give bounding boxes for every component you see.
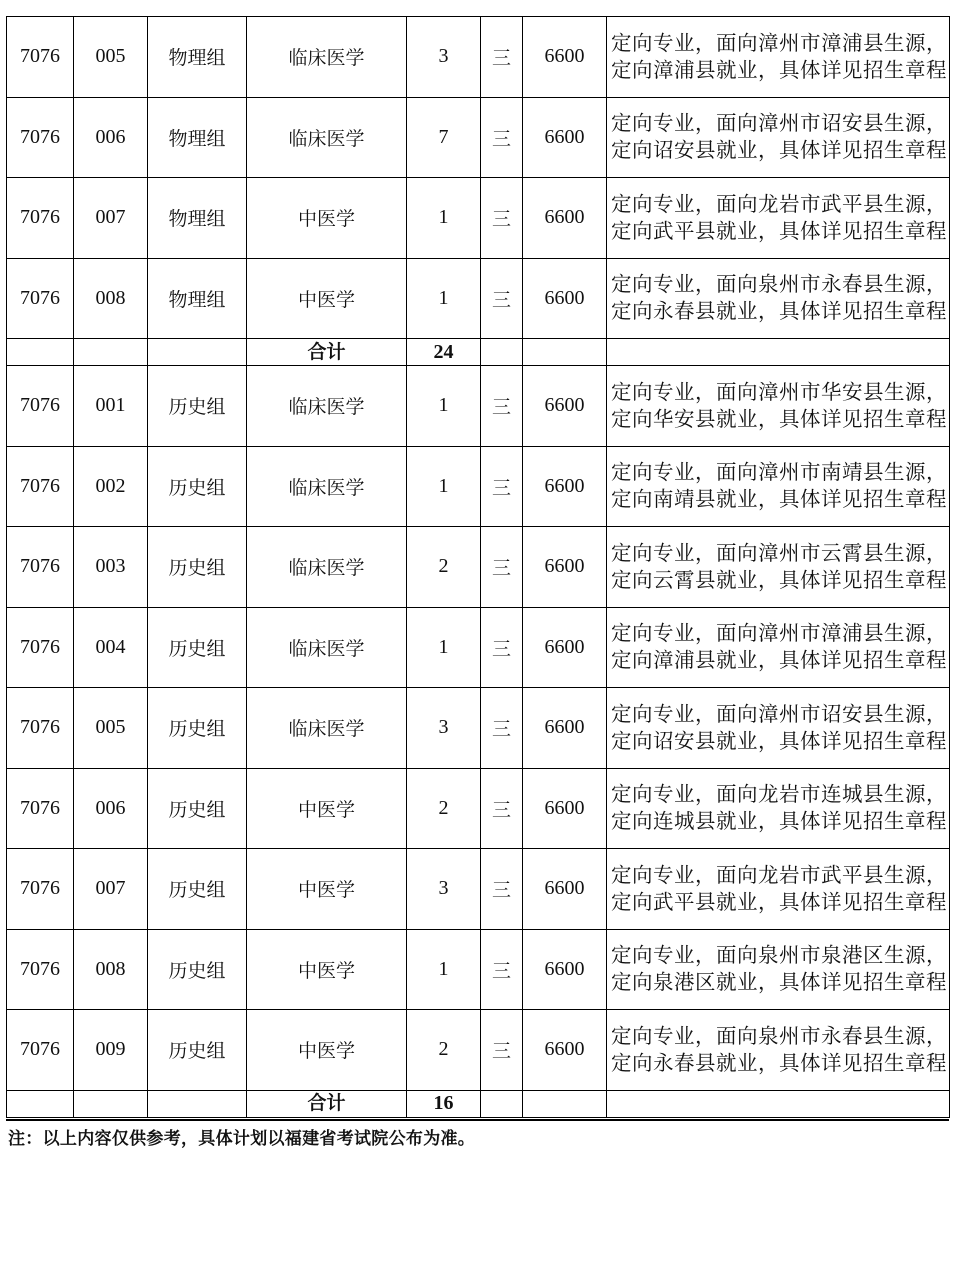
school-code-cell: 7076 [7,178,74,259]
empty-cell [523,1090,607,1117]
major-number-cell: 003 [74,527,148,608]
remarks-cell: 定向专业，面向漳州市诏安县生源，定向诏安县就业，具体详见招生章程 [607,688,950,769]
tuition-fee-cell: 6600 [523,258,607,339]
table-row [7,929,950,1010]
tuition-level-cell: 三 [481,768,523,849]
remarks-cell: 定向专业，面向漳州市云霄县生源，定向云霄县就业，具体详见招生章程 [607,527,950,608]
plan-count-cell: 1 [407,178,481,259]
subtotal-label: 合计 [247,1090,407,1117]
tuition-fee-cell: 6600 [523,178,607,259]
major-number-cell: 007 [74,849,148,930]
tuition-level-cell: 三 [481,446,523,527]
subject-group-cell: 物理组 [148,17,247,98]
empty-cell [481,1090,523,1117]
tuition-fee-cell: 6600 [523,929,607,1010]
major-name-cell: 中医学 [247,849,407,930]
major-name-cell: 临床医学 [247,17,407,98]
tuition-fee-cell: 6600 [523,688,607,769]
table-row [7,17,950,98]
tuition-level-cell: 三 [481,1010,523,1091]
table-row [7,527,950,608]
subtotal-value: 24 [407,339,481,366]
plan-count-cell: 7 [407,97,481,178]
subject-group-cell: 历史组 [148,527,247,608]
major-number-cell: 005 [74,17,148,98]
table-body [7,17,950,1118]
remarks-cell: 定向专业，面向龙岩市武平县生源，定向武平县就业，具体详见招生章程 [607,849,950,930]
plan-count-cell: 3 [407,849,481,930]
plan-count-cell: 1 [407,446,481,527]
major-name-cell: 临床医学 [247,527,407,608]
subtotal-row [7,339,950,366]
major-number-cell: 002 [74,446,148,527]
empty-cell [74,1090,148,1117]
major-number-cell: 006 [74,97,148,178]
empty-cell [148,1090,247,1117]
tuition-fee-cell: 6600 [523,849,607,930]
school-code-cell: 7076 [7,366,74,447]
table-row [7,366,950,447]
tuition-level-cell: 三 [481,527,523,608]
school-code-cell: 7076 [7,929,74,1010]
table-row [7,849,950,930]
major-name-cell: 临床医学 [247,446,407,527]
tuition-level-cell: 三 [481,17,523,98]
empty-cell [7,1090,74,1117]
enrollment-plan-table [6,16,950,1118]
tuition-level-cell: 三 [481,929,523,1010]
school-code-cell: 7076 [7,688,74,769]
subject-group-cell: 历史组 [148,688,247,769]
plan-count-cell: 2 [407,768,481,849]
table-bottom-rule [6,1119,949,1121]
remarks-cell: 定向专业，面向泉州市永春县生源，定向永春县就业，具体详见招生章程 [607,258,950,339]
major-name-cell: 临床医学 [247,688,407,769]
school-code-cell: 7076 [7,446,74,527]
plan-count-cell: 1 [407,258,481,339]
subtotal-label: 合计 [247,339,407,366]
empty-cell [607,339,950,366]
table-row [7,446,950,527]
empty-cell [148,339,247,366]
major-name-cell: 中医学 [247,178,407,259]
tuition-fee-cell: 6600 [523,446,607,527]
subject-group-cell: 物理组 [148,178,247,259]
tuition-level-cell: 三 [481,97,523,178]
subject-group-cell: 历史组 [148,366,247,447]
school-code-cell: 7076 [7,849,74,930]
table-row [7,768,950,849]
school-code-cell: 7076 [7,258,74,339]
school-code-cell: 7076 [7,97,74,178]
tuition-level-cell: 三 [481,178,523,259]
remarks-cell: 定向专业，面向龙岩市连城县生源，定向连城县就业，具体详见招生章程 [607,768,950,849]
plan-count-cell: 1 [407,929,481,1010]
plan-count-cell: 1 [407,366,481,447]
major-number-cell: 004 [74,607,148,688]
table-row [7,688,950,769]
tuition-fee-cell: 6600 [523,527,607,608]
tuition-fee-cell: 6600 [523,366,607,447]
plan-count-cell: 1 [407,607,481,688]
subject-group-cell: 物理组 [148,258,247,339]
major-number-cell: 007 [74,178,148,259]
major-number-cell: 001 [74,366,148,447]
empty-cell [607,1090,950,1117]
footnote: 注：以上内容仅供参考，具体计划以福建省考试院公布为准。 [8,1129,476,1149]
tuition-fee-cell: 6600 [523,1010,607,1091]
plan-count-cell: 3 [407,688,481,769]
subject-group-cell: 历史组 [148,929,247,1010]
major-number-cell: 005 [74,688,148,769]
subject-group-cell: 物理组 [148,97,247,178]
tuition-level-cell: 三 [481,688,523,769]
remarks-cell: 定向专业，面向漳州市漳浦县生源，定向漳浦县就业，具体详见招生章程 [607,17,950,98]
major-name-cell: 中医学 [247,258,407,339]
tuition-fee-cell: 6600 [523,17,607,98]
major-name-cell: 中医学 [247,1010,407,1091]
table-row [7,607,950,688]
tuition-fee-cell: 6600 [523,97,607,178]
remarks-cell: 定向专业，面向漳州市华安县生源，定向华安县就业，具体详见招生章程 [607,366,950,447]
remarks-cell: 定向专业，面向漳州市诏安县生源，定向诏安县就业，具体详见招生章程 [607,97,950,178]
remarks-cell: 定向专业，面向龙岩市武平县生源，定向武平县就业，具体详见招生章程 [607,178,950,259]
major-number-cell: 009 [74,1010,148,1091]
major-number-cell: 006 [74,768,148,849]
subject-group-cell: 历史组 [148,446,247,527]
major-name-cell: 临床医学 [247,607,407,688]
tuition-level-cell: 三 [481,366,523,447]
remarks-cell: 定向专业，面向漳州市南靖县生源，定向南靖县就业，具体详见招生章程 [607,446,950,527]
subject-group-cell: 历史组 [148,607,247,688]
remarks-cell: 定向专业，面向漳州市漳浦县生源，定向漳浦县就业，具体详见招生章程 [607,607,950,688]
remarks-cell: 定向专业，面向泉州市泉港区生源，定向泉港区就业，具体详见招生章程 [607,929,950,1010]
tuition-level-cell: 三 [481,258,523,339]
subject-group-cell: 历史组 [148,849,247,930]
plan-count-cell: 3 [407,17,481,98]
empty-cell [523,339,607,366]
major-number-cell: 008 [74,929,148,1010]
tuition-level-cell: 三 [481,849,523,930]
subject-group-cell: 历史组 [148,768,247,849]
tuition-level-cell: 三 [481,607,523,688]
table-row [7,178,950,259]
subtotal-row [7,1090,950,1117]
table-row [7,1010,950,1091]
tuition-fee-cell: 6600 [523,768,607,849]
plan-count-cell: 2 [407,527,481,608]
table-row [7,97,950,178]
school-code-cell: 7076 [7,607,74,688]
empty-cell [74,339,148,366]
empty-cell [481,339,523,366]
empty-cell [7,339,74,366]
remarks-cell: 定向专业，面向泉州市永春县生源，定向永春县就业，具体详见招生章程 [607,1010,950,1091]
major-name-cell: 临床医学 [247,366,407,447]
major-name-cell: 中医学 [247,768,407,849]
subtotal-value: 16 [407,1090,481,1117]
major-number-cell: 008 [74,258,148,339]
school-code-cell: 7076 [7,768,74,849]
school-code-cell: 7076 [7,527,74,608]
subject-group-cell: 历史组 [148,1010,247,1091]
plan-count-cell: 2 [407,1010,481,1091]
school-code-cell: 7076 [7,1010,74,1091]
school-code-cell: 7076 [7,17,74,98]
tuition-fee-cell: 6600 [523,607,607,688]
major-name-cell: 临床医学 [247,97,407,178]
table-row [7,258,950,339]
major-name-cell: 中医学 [247,929,407,1010]
